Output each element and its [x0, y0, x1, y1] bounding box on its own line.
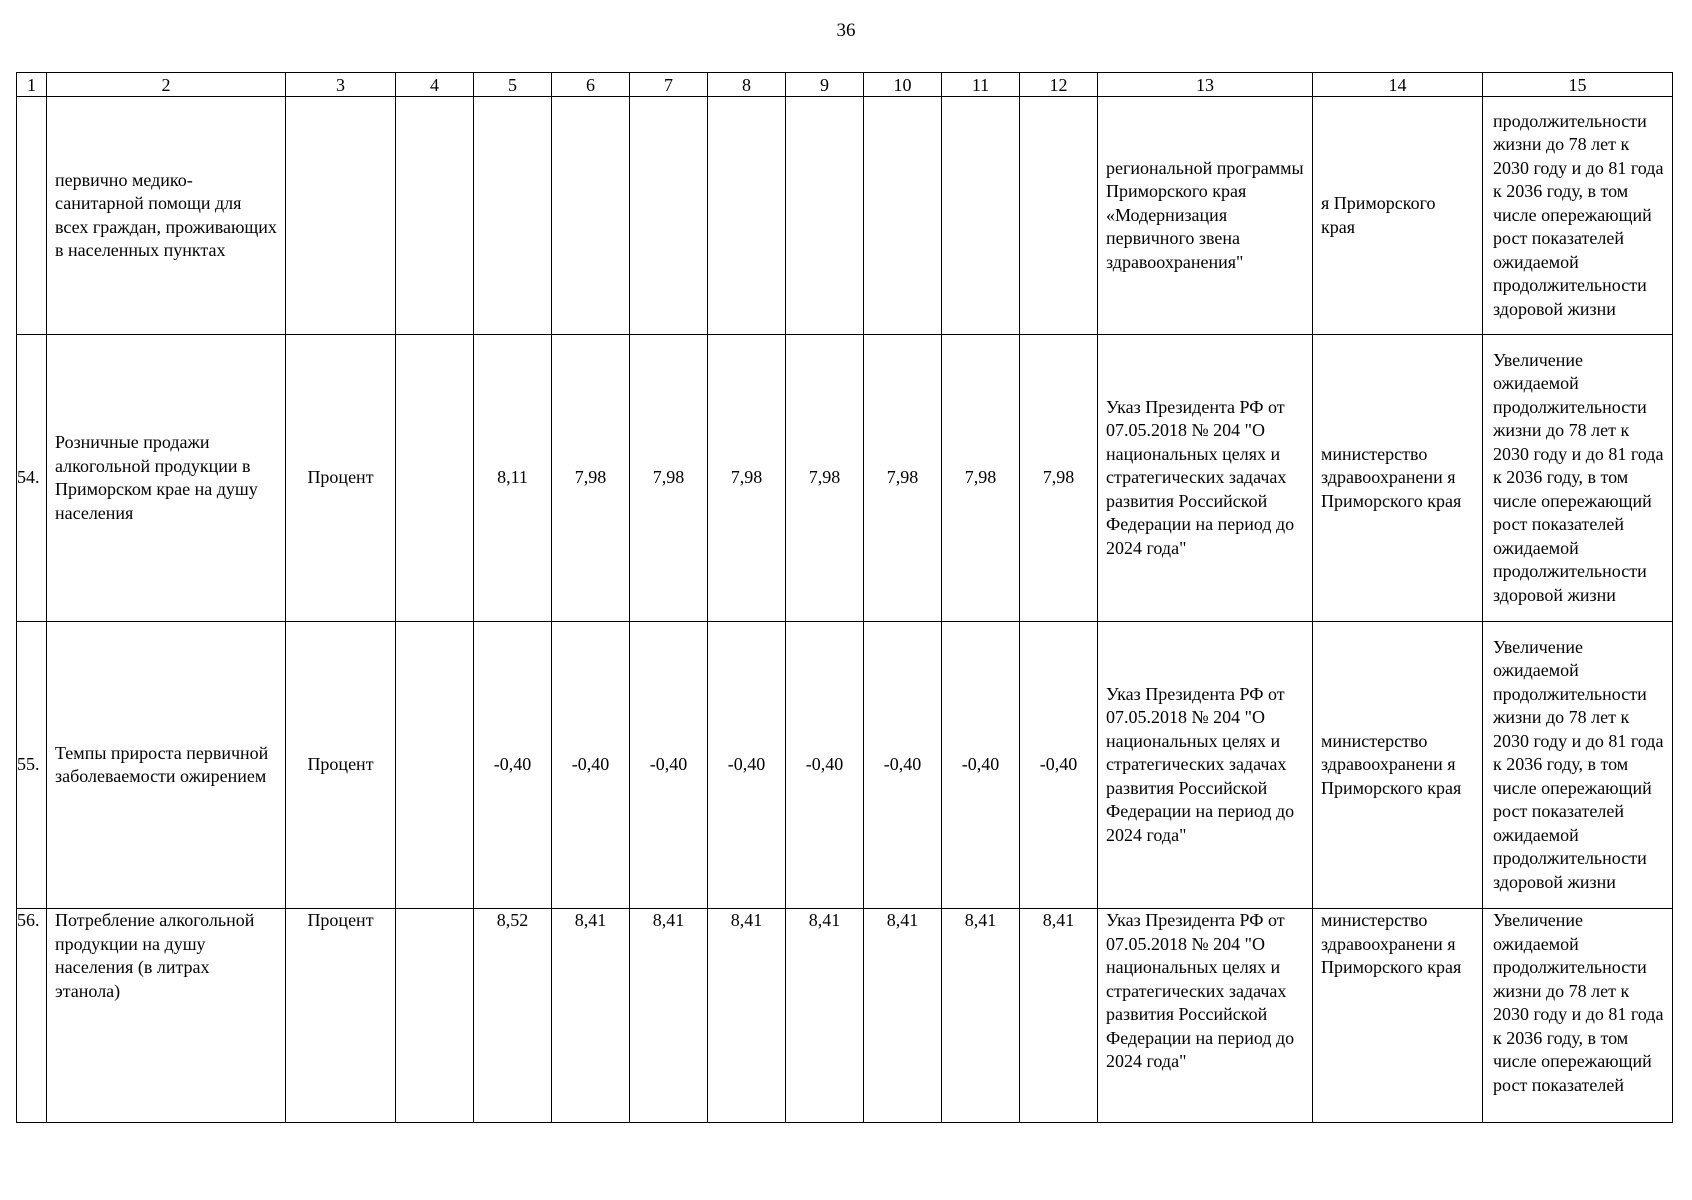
value-cell: -0,40: [552, 622, 630, 909]
national-goal: Увеличение ожидаемой продолжительности жизни до 78 лет к 2030 году и до 81 года к 2036 году, в том числе опережающий рост показателей: [1483, 909, 1673, 1123]
column-header: 11: [942, 73, 1020, 97]
column-header: 9: [786, 73, 864, 97]
column-header: 12: [1020, 73, 1098, 97]
row-number: 54.: [17, 335, 47, 622]
national-goal: Увеличение ожидаемой продолжительности жизни до 78 лет к 2030 году и до 81 года к 2036 году, в том числе опережающий рост показателей ожидаемой продолжительности здоровой жизни: [1483, 622, 1673, 909]
column-header: 15: [1483, 73, 1673, 97]
value-cell: 8,41: [708, 909, 786, 1123]
legal-basis: Указ Президента РФ от 07.05.2018 № 204 "О национальных целях и стратегических задачах развития Российской Федерации на период до 2024 года": [1098, 909, 1313, 1123]
value-cell: 8,41: [864, 909, 942, 1123]
value-cell: 7,98: [786, 335, 864, 622]
value-cell: -0,40: [786, 622, 864, 909]
column-header: 10: [864, 73, 942, 97]
value-cell: -0,40: [942, 622, 1020, 909]
value-cell: 8,41: [1020, 909, 1098, 1123]
table-row: [17, 622, 1673, 909]
column-header: 2: [47, 73, 286, 97]
column-header: 3: [286, 73, 396, 97]
value-cell: 7,98: [708, 335, 786, 622]
value-cell: 7,98: [1020, 335, 1098, 622]
indicators-table: [16, 72, 1673, 1123]
value-cell: 7,98: [864, 335, 942, 622]
indicator-name: Темпы прироста первичной заболеваемости ожирением: [47, 622, 286, 909]
indicator-name: первично медико-санитарной помощи для всех граждан, проживающих в населенных пунктах: [47, 97, 286, 335]
responsible-body: я Приморского края: [1313, 97, 1483, 335]
value-cell: [1020, 97, 1098, 335]
value-cell: -0,40: [474, 622, 552, 909]
value-cell: [942, 97, 1020, 335]
value-cell: -0,40: [864, 622, 942, 909]
value-cell: 8,52: [474, 909, 552, 1123]
column-header: 6: [552, 73, 630, 97]
unit: Процент: [286, 335, 396, 622]
value-cell: [864, 97, 942, 335]
column-header: 7: [630, 73, 708, 97]
indicator-name: Розничные продажи алкогольной продукции в Приморском крае на душу населения: [47, 335, 286, 622]
legal-basis: региональной программы Приморского края «Модернизация первичного звена здравоохранения": [1098, 97, 1313, 335]
value-cell: 8,41: [630, 909, 708, 1123]
value-cell: [474, 97, 552, 335]
responsible-body: министерство здравоохранени я Приморского края: [1313, 335, 1483, 622]
column-header: 14: [1313, 73, 1483, 97]
row-number: 55.: [17, 622, 47, 909]
column-header: 1: [17, 73, 47, 97]
unit: Процент: [286, 622, 396, 909]
unit: Процент: [286, 909, 396, 1123]
column-4-value: [396, 97, 474, 335]
value-cell: 8,41: [786, 909, 864, 1123]
table-row: [17, 909, 1673, 1123]
column-4-value: [396, 622, 474, 909]
responsible-body: министерство здравоохранени я Приморского края: [1313, 622, 1483, 909]
legal-basis: Указ Президента РФ от 07.05.2018 № 204 "О национальных целях и стратегических задачах развития Российской Федерации на период до 2024 года": [1098, 335, 1313, 622]
value-cell: [786, 97, 864, 335]
column-header: 4: [396, 73, 474, 97]
national-goal: продолжительности жизни до 78 лет к 2030 году и до 81 года к 2036 году, в том числе опережающий рост показателей ожидаемой продолжительности здоровой жизни: [1483, 97, 1673, 335]
row-number: 56.: [17, 909, 47, 1123]
value-cell: 8,11: [474, 335, 552, 622]
national-goal: Увеличение ожидаемой продолжительности жизни до 78 лет к 2030 году и до 81 года к 2036 году, в том числе опережающий рост показателей ожидаемой продолжительности здоровой жизни: [1483, 335, 1673, 622]
page-number: 36: [836, 20, 856, 41]
responsible-body: министерство здравоохранени я Приморского края: [1313, 909, 1483, 1123]
value-cell: 7,98: [630, 335, 708, 622]
column-number-row: [17, 73, 1673, 97]
column-header: 8: [708, 73, 786, 97]
column-4-value: [396, 909, 474, 1123]
value-cell: 8,41: [942, 909, 1020, 1123]
unit: [286, 97, 396, 335]
column-header: 13: [1098, 73, 1313, 97]
indicator-name: Потребление алкогольной продукции на душу населения (в литрах этанола): [47, 909, 286, 1123]
column-header: 5: [474, 73, 552, 97]
row-number: [17, 97, 47, 335]
table-row: [17, 335, 1673, 622]
table-row: [17, 97, 1673, 335]
value-cell: [630, 97, 708, 335]
value-cell: 7,98: [942, 335, 1020, 622]
value-cell: -0,40: [708, 622, 786, 909]
legal-basis: Указ Президента РФ от 07.05.2018 № 204 "О национальных целях и стратегических задачах развития Российской Федерации на период до 2024 года": [1098, 622, 1313, 909]
value-cell: [552, 97, 630, 335]
value-cell: 7,98: [552, 335, 630, 622]
value-cell: -0,40: [630, 622, 708, 909]
column-4-value: [396, 335, 474, 622]
value-cell: -0,40: [1020, 622, 1098, 909]
value-cell: 8,41: [552, 909, 630, 1123]
value-cell: [708, 97, 786, 335]
